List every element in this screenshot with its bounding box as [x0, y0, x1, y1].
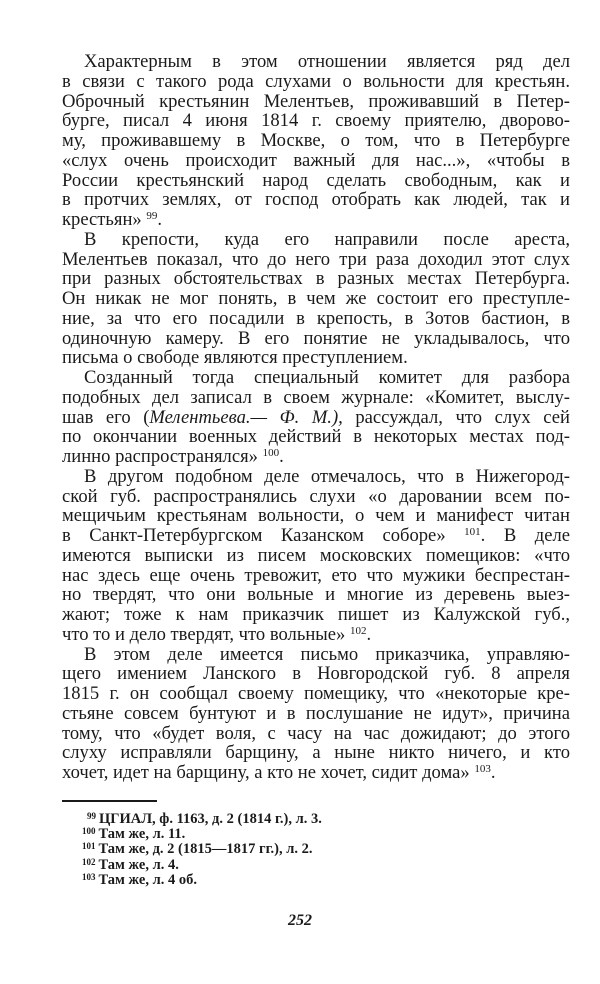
- footnote-ref: 100: [262, 447, 280, 459]
- text-line: [62, 743, 570, 763]
- footnotes: [82, 812, 322, 888]
- line-text: жают; тоже к нам приказчик пишет из Калужской губ.,: [62, 604, 570, 625]
- text-line: [62, 52, 570, 72]
- line-text: подобных дел записал в своем журнале: «Комитет, выслу-: [62, 386, 570, 408]
- line-text: В крепости, куда его направили после ареста,: [84, 228, 570, 250]
- text-line: [62, 704, 570, 724]
- text-line: [62, 269, 570, 289]
- footnote-separator: [62, 800, 157, 802]
- footnote: [82, 842, 322, 857]
- paragraph: [62, 645, 570, 783]
- footnote-text: ЦГИАЛ, ф. 1163, д. 2 (1814 г.), л. 3.: [99, 811, 322, 827]
- line-text: Он никак не мог понять, в чем же состоит его преступле-: [62, 288, 570, 309]
- text-line: [62, 210, 570, 230]
- page-number: 252: [288, 912, 312, 929]
- footnote-number: 99: [87, 811, 96, 821]
- text-line: [62, 111, 570, 131]
- line-text: слуху исправляли барщину, а ныне никто ничего, и кто: [62, 742, 570, 764]
- line-text: Оброчный крестьянин Мелентьев, проживавший в Петер-: [62, 90, 570, 112]
- line-text: в связи с такого рода слухами о вольности для крестьян.: [62, 70, 570, 92]
- line-text: му, проживавшему в Москве, о том, что в Петербурге: [62, 130, 570, 151]
- line-text: крестьян»: [62, 209, 142, 230]
- text-line: [62, 625, 570, 645]
- italic-text: Мелентьева.— Ф. М.),: [149, 406, 343, 428]
- text-line: [62, 348, 570, 368]
- line-text: тому, что «будет воля, с часу на час дожидают; до этого: [62, 722, 570, 744]
- paragraph: [62, 368, 570, 467]
- text-line: [62, 250, 570, 270]
- line-text: в протчих землях, от господ отобрать как людей, так и: [62, 189, 570, 211]
- body-text: [62, 52, 570, 783]
- line-text: рассуждал, что слух сей: [342, 406, 570, 428]
- line-text: хочет, идет на барщину, а кто не хочет, сидит дома»: [62, 762, 470, 783]
- footnote-number: 102: [82, 856, 96, 867]
- paragraph: [62, 467, 570, 645]
- line-text: 1815 г. он сообщал своему помещику, что «некоторые кре-: [62, 683, 570, 704]
- paragraph: [62, 230, 570, 368]
- line-text: В другом подобном деле отмечалось, что в Нижегород-: [84, 465, 570, 487]
- footnote-ref: 99: [146, 210, 158, 222]
- line-text: линно распространялся»: [62, 446, 258, 467]
- paragraph: [62, 52, 570, 230]
- footnote-text: Там же, л. 11.: [98, 826, 186, 843]
- text-line: [62, 566, 570, 586]
- text-line: [62, 506, 570, 526]
- line-text: Созданный тогда специальный комитет для разбора: [84, 367, 570, 388]
- line-text: в Санкт-Петербургском Казанском соборе»: [62, 525, 446, 546]
- line-text: В этом деле имеется письмо приказчика, управляю-: [84, 643, 570, 665]
- line-text: .: [279, 446, 284, 467]
- footnote: [82, 858, 322, 873]
- line-text: .: [490, 762, 496, 783]
- text-line: [62, 763, 570, 783]
- footnote-number: 103: [82, 871, 96, 882]
- footnote-ref: 101: [464, 526, 481, 538]
- line-text: но твердят, что они вольные и многие из деревень выез-: [62, 584, 570, 606]
- text-line: [62, 585, 570, 605]
- line-text: имеются выписки из писем московских помещиков: «что: [62, 544, 570, 566]
- text-line: [62, 368, 570, 388]
- line-text: ской губ. распространялись слухи «о даровании всем по-: [62, 485, 570, 507]
- footnote-text: Там же, д. 2 (1815—1817 гг.), л. 2.: [98, 841, 313, 858]
- line-text: .: [366, 623, 372, 645]
- text-line: [62, 131, 570, 151]
- text-line: [62, 427, 570, 447]
- line-text: нас здесь еще очень тревожит, ето что мужики беспрестан-: [62, 564, 570, 586]
- line-text: бурге, писал 4 июня 1814 г. своему приятелю, дворово-: [62, 110, 570, 132]
- footnote-number: 100: [82, 826, 96, 837]
- line-text: по окончании военных действий в некоторых местах под-: [62, 426, 570, 448]
- footnote: [82, 873, 322, 888]
- line-text: ние, за что его посадили в крепость, в Зотов бастион, в: [62, 307, 570, 329]
- text-line: [62, 487, 570, 507]
- line-text: что то и дело твердят, что вольные»: [62, 623, 346, 645]
- line-text: щего имением Ланского в Новгородской губ. 8 апреля: [62, 663, 570, 685]
- line-text: России крестьянский народ сделать свободным, как и: [62, 169, 570, 191]
- line-text: Характерным в этом отношении является ряд дел: [84, 51, 570, 72]
- line-text: стьяне совсем бунтуют и в послушание не идут», причина: [62, 702, 570, 724]
- footnote-text: Там же, л. 4 об.: [98, 871, 197, 888]
- text-line: [62, 388, 570, 408]
- text-line: [62, 447, 570, 467]
- line-text: «слух очень происходит важный для нас...», «чтобы в: [62, 149, 570, 171]
- footnote-text: Там же, л. 4.: [98, 856, 179, 873]
- text-line: [62, 724, 570, 744]
- line-text: письма о свободе являются преступлением.: [62, 347, 408, 369]
- text-line: [62, 605, 570, 625]
- text-line: [62, 289, 570, 309]
- line-text: мещичьим крестьянам вольности, о чем и манифест читан: [62, 505, 570, 527]
- footnote: [82, 827, 322, 842]
- text-line: [62, 664, 570, 684]
- text-line: [62, 546, 570, 566]
- footnote-number: 101: [82, 841, 96, 852]
- footnote: [82, 812, 322, 827]
- text-line: [62, 408, 570, 428]
- line-text: при разных обстоятельствах в разных местах Петербурга.: [62, 268, 570, 290]
- text-line: [62, 309, 570, 329]
- text-line: [62, 645, 570, 665]
- text-line: [62, 230, 570, 250]
- text-line: [62, 684, 570, 704]
- text-line: [62, 171, 570, 191]
- line-text: . В деле: [480, 525, 571, 546]
- footnote-ref: 102: [349, 624, 367, 637]
- text-line: [62, 151, 570, 171]
- text-line: [62, 329, 570, 349]
- text-line: [62, 190, 570, 210]
- text-line: [62, 92, 570, 112]
- line-text: одиночную камеру. В его понятие не укладывалось, что: [62, 327, 570, 349]
- footnote-ref: 103: [474, 763, 491, 775]
- line-text: Мелентьев показал, что до него три раза доходил этот слух: [62, 248, 570, 270]
- line-text: .: [157, 209, 163, 230]
- text-line: [62, 526, 570, 546]
- line-text: шав его (: [62, 406, 150, 428]
- text-line: [62, 72, 570, 92]
- text-line: [62, 467, 570, 487]
